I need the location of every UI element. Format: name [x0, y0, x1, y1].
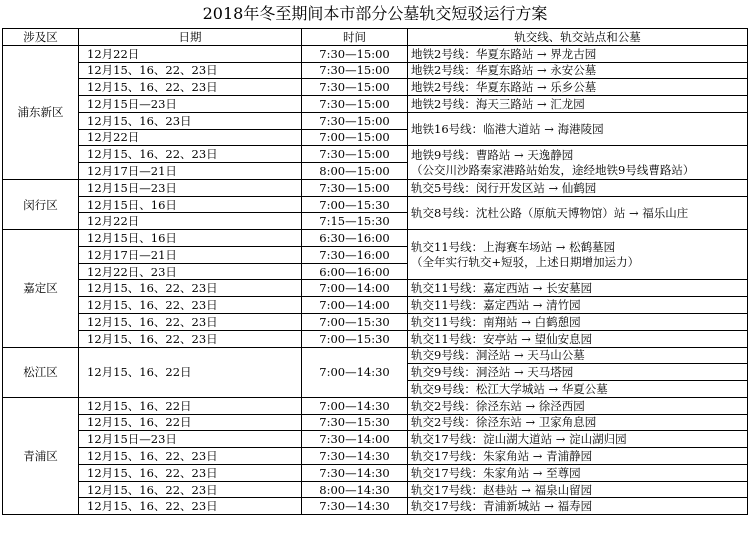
time-cell: 7:00—14:30: [302, 397, 408, 414]
date-cell: 12月15、16、22、23日: [79, 297, 302, 314]
time-cell: 7:00—15:00: [302, 129, 408, 146]
table-row: [3, 96, 748, 113]
time-cell: 7:30—15:00: [302, 146, 408, 163]
route-cell: 轨交9号线：松江大学城站 → 华夏公墓: [408, 381, 748, 398]
table-row: [3, 230, 748, 247]
table-row: [3, 297, 748, 314]
time-cell: 7:30—15:00: [302, 112, 408, 129]
district-cell: 青浦区: [3, 397, 79, 514]
time-cell: 7:30—15:30: [302, 414, 408, 431]
table-row: [3, 62, 748, 79]
route-cell: 轨交17号线：淀山湖大道站 → 淀山湖归园: [408, 431, 748, 448]
route-cell: 轨交8号线：沈杜公路（原航天博物馆）站 → 福乐山庄: [408, 196, 748, 230]
table-row: [3, 448, 748, 465]
table-row: [3, 347, 748, 364]
route-cell: 轨交17号线：朱家角站 → 青浦静园: [408, 448, 748, 465]
date-cell: 12月15、16、22、23日: [79, 464, 302, 481]
table-row: [3, 280, 748, 297]
time-cell: 7:15—15:30: [302, 213, 408, 230]
date-cell: 12月15、16、22日: [79, 397, 302, 414]
time-cell: 7:00—15:30: [302, 330, 408, 347]
table-row: [3, 146, 748, 163]
date-cell: 12月15、16、22、23日: [79, 314, 302, 331]
date-cell: 12月15、16、22、23日: [79, 79, 302, 96]
date-cell: 12月15日—23日: [79, 179, 302, 196]
date-cell: 12月17日—21日: [79, 163, 302, 180]
date-cell: 12月15、16、22、23日: [79, 62, 302, 79]
table-row: [3, 314, 748, 331]
time-cell: 7:30—14:00: [302, 431, 408, 448]
route-cell: 地铁2号线：华夏东路站 → 乐乡公墓: [408, 79, 748, 96]
time-cell: 6:00—16:00: [302, 263, 408, 280]
date-cell: 12月15日、16日: [79, 230, 302, 247]
district-cell: 松江区: [3, 347, 79, 397]
table-row: [3, 112, 748, 129]
date-cell: 12月15、16、22日: [79, 347, 302, 397]
time-cell: 7:30—15:00: [302, 62, 408, 79]
date-cell: 12月15日—23日: [79, 431, 302, 448]
district-cell: 嘉定区: [3, 230, 79, 347]
route-cell: 轨交11号线：嘉定西站 → 清竹园: [408, 297, 748, 314]
date-cell: 12月22日: [79, 213, 302, 230]
date-cell: 12月22日、23日: [79, 263, 302, 280]
table-row: [3, 481, 748, 498]
time-cell: 7:00—14:00: [302, 297, 408, 314]
header-date: 日期: [79, 29, 302, 46]
route-note: （全年实行轨交+短驳，上述日期增加运力）: [411, 254, 640, 269]
date-cell: 12月15、16、22日: [79, 414, 302, 431]
table-row: [3, 330, 748, 347]
table-row: [3, 179, 748, 196]
time-cell: 7:30—15:00: [302, 179, 408, 196]
header-route: 轨交线、轨交站点和公墓: [408, 29, 748, 46]
route-cell: 轨交17号线：青浦新城站 → 福寿园: [408, 498, 748, 515]
route-cell: 轨交2号线：徐泾东站 → 徐泾西园: [408, 397, 748, 414]
table-row: [3, 45, 748, 62]
date-cell: 12月15、16、22、23日: [79, 330, 302, 347]
table-row: [3, 498, 748, 515]
route-cell: 轨交11号线：嘉定西站 → 长安墓园: [408, 280, 748, 297]
date-cell: 12月15、16、23日: [79, 112, 302, 129]
date-cell: 12月17日—21日: [79, 246, 302, 263]
route-cell: 轨交9号线：洞泾站 → 天马塔园: [408, 364, 748, 381]
table-row: [3, 431, 748, 448]
time-cell: 8:00—14:30: [302, 481, 408, 498]
route-cell: 轨交5号线：闵行开发区站 → 仙鹤园: [408, 179, 748, 196]
header-district: 涉及区: [3, 29, 79, 46]
table-row: [3, 196, 748, 213]
route-cell: 轨交17号线：朱家角站 → 至尊园: [408, 464, 748, 481]
table-row: [3, 464, 748, 481]
route-line: 轨交11号线：上海赛车场站 → 松鹤墓园: [411, 239, 616, 254]
time-cell: 7:00—15:30: [302, 314, 408, 331]
date-cell: 12月15、16、22、23日: [79, 448, 302, 465]
time-cell: 7:30—14:30: [302, 498, 408, 515]
time-cell: 6:30—16:00: [302, 230, 408, 247]
time-cell: 7:30—15:00: [302, 96, 408, 113]
time-cell: 7:00—14:30: [302, 347, 408, 397]
date-cell: 12月15日、16日: [79, 196, 302, 213]
header-row: [3, 29, 748, 46]
date-cell: 12月15、16、22、23日: [79, 280, 302, 297]
time-cell: 7:30—15:00: [302, 79, 408, 96]
route-cell: 地铁2号线：华夏东路站 → 界龙古园: [408, 45, 748, 62]
route-cell: 地铁2号线：华夏东路站 → 永安公墓: [408, 62, 748, 79]
schedule-table: [2, 28, 748, 515]
time-cell: 7:30—14:30: [302, 448, 408, 465]
route-cell: [408, 230, 748, 280]
route-cell: 轨交17号线：赵巷站 → 福泉山留园: [408, 481, 748, 498]
route-cell: [408, 146, 748, 180]
route-note: （公交川沙路秦家港路站始发，途经地铁9号线曹路站）: [411, 162, 695, 177]
table-row: [3, 79, 748, 96]
district-cell: 浦东新区: [3, 45, 79, 179]
time-cell: 7:00—15:30: [302, 196, 408, 213]
time-cell: 7:30—15:00: [302, 45, 408, 62]
route-cell: 轨交11号线：南翔站 → 白鹤憩园: [408, 314, 748, 331]
time-cell: 7:00—14:00: [302, 280, 408, 297]
route-cell: 地铁2号线：海天三路站 → 汇龙园: [408, 96, 748, 113]
page-title: 2018年冬至期间本市部分公墓轨交短驳运行方案: [202, 4, 548, 23]
route-cell: 地铁16号线：临港大道站 → 海港陵园: [408, 112, 748, 146]
time-cell: 8:00—15:00: [302, 163, 408, 180]
date-cell: 12月22日: [79, 45, 302, 62]
table-row: [3, 397, 748, 414]
header-time: 时间: [302, 29, 408, 46]
date-cell: 12月15、16、22、23日: [79, 146, 302, 163]
date-cell: 12月22日: [79, 129, 302, 146]
date-cell: 12月15日—23日: [79, 96, 302, 113]
route-cell: 轨交2号线：徐泾东站 → 卫家角息园: [408, 414, 748, 431]
time-cell: 7:30—16:00: [302, 246, 408, 263]
time-cell: 7:30—14:30: [302, 464, 408, 481]
route-line: 地铁9号线：曹路站 → 天逸静园: [411, 147, 574, 162]
date-cell: 12月15、16、22、23日: [79, 498, 302, 515]
district-cell: 闵行区: [3, 179, 79, 229]
route-cell: 轨交9号线：洞泾站 → 天马山公墓: [408, 347, 748, 364]
date-cell: 12月15、16、22、23日: [79, 481, 302, 498]
route-cell: 轨交11号线：安亭站 → 望仙安息园: [408, 330, 748, 347]
table-row: [3, 414, 748, 431]
